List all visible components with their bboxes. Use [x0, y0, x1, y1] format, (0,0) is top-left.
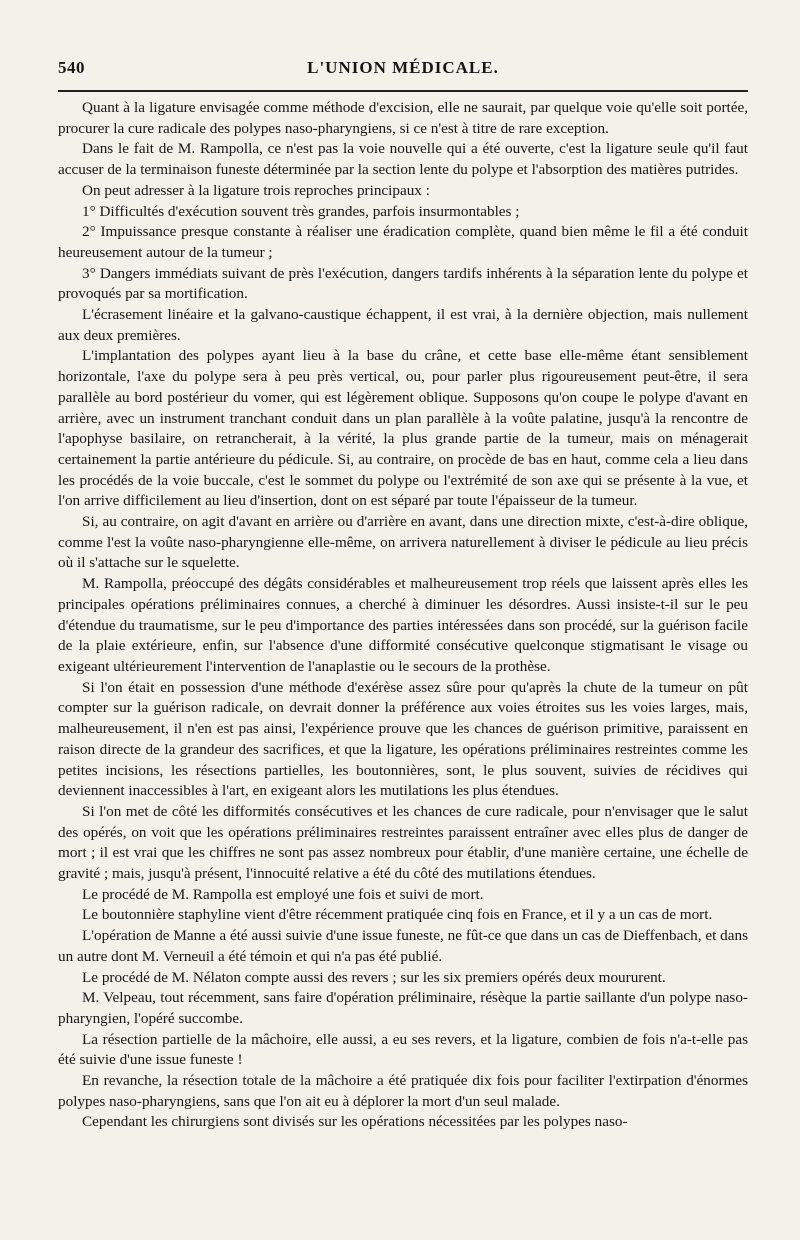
paragraph: La résection partielle de la mâchoire, elle aussi, a eu ses revers, et la ligature, combien de fois n'a-t-elle pas été suivie d'une issue funeste ! — [58, 1030, 748, 1069]
paragraph: 3° Dangers immédiats suivant de près l'exécution, dangers tardifs inhérents à la séparation lente du polype et provoqués par sa mortification. — [58, 264, 748, 303]
paragraph: M. Velpeau, tout récemment, sans faire d'opération préliminaire, résèque la partie saillante d'un polype naso-pharyngien, l'opéré succombe. — [58, 989, 748, 1027]
paragraph: Quant à la ligature envisagée comme méthode d'excision, elle ne saurait, par quelque voie qu'elle soit portée, procurer la cure radicale des polypes naso-pharyngiens, si ce n'est à titre de rare exception. — [58, 99, 748, 137]
paragraph: Le boutonnière staphyline vient d'être récemment pratiquée cinq fois en France, et il y a un cas de mort. — [82, 906, 713, 924]
paragraph: L'écrasement linéaire et la galvano-caustique échappent, il est vrai, à la dernière objection, mais nullement aux deux premières. — [58, 306, 748, 344]
paragraph: En revanche, la résection totale de la mâchoire a été pratiquée dix fois pour faciliter l'extirpation d'énormes polypes naso-pharyngiens, sans que l'on ait eu à déplorer la mort d'un seul malade. — [58, 1072, 748, 1110]
page-number: 540 — [58, 58, 85, 77]
paragraph: Le procédé de M. Nélaton compte aussi des revers ; sur les six premiers opérés deux moururent. — [82, 968, 666, 986]
paragraph: Le procédé de M. Rampolla est employé une fois et suivi de mort. — [82, 885, 484, 903]
page-header — [58, 58, 748, 82]
paragraph: L'opération de Manne a été aussi suivie d'une issue funeste, ne fût-ce que dans un cas de Dieffenbach, et dans un autre dont M. Verneuil a été témoin et qui n'a pas été publié. — [58, 927, 748, 965]
paragraph: On peut adresser à la ligature trois reproches principaux : — [82, 181, 430, 199]
article-body — [58, 98, 748, 1133]
paragraph: Si, au contraire, on agit d'avant en arrière ou d'arrière en avant, dans une direction mixte, c'est-à-dire oblique, comme l'est la voûte naso-pharyngienne elle-même, on arrivera naturellement à diviser le pédicule au lieu précis où il s'attache sur le squelette. — [58, 513, 748, 572]
paragraph: Si l'on met de côté les difformités consécutives et les chances de cure radicale, pour n'envisager que le salut des opérés, on voit que les opérations préliminaires restreintes paraissent entraîner avec elles plus de danger de mort ; il est vrai que les chiffres ne sont pas assez nombreux pour établir, d'une manière certaine, une échelle de gravité ; mais, jusqu'à présent, l'innocuité relative a été du côté des mutilations étendues. — [58, 802, 748, 883]
paragraph: Si l'on était en possession d'une méthode d'exérèse assez sûre pour qu'après la chute de la tumeur on pût compter sur la guérison radicale, on devrait donner la préférence aux voies étroites sus les voies larges, mais, malheureusement, il n'en est pas ainsi, l'expérience prouve que les chances de guérison primitive, paraissent en raison directe de la grandeur des sacrifices, et que la ligature, les opérations préliminaires restreintes comme les petites incisions, les résections partielles, les boutonnières, sont, le plus souvent, suivies de récidives qui deviennent inaccessibles à l'art, en exigeant alors les mutilations les plus étendues. — [58, 678, 748, 800]
paragraph: 2° Impuissance presque constante à réaliser une éradication complète, quand bien même le fil a été conduit heureusement autour de la tumeur ; — [58, 223, 748, 261]
paragraph: 1° Difficultés d'exécution souvent très grandes, parfois insurmontables ; — [82, 202, 520, 220]
paragraph: M. Rampolla, préoccupé des dégâts considérables et malheureusement trop réels que laissent après elles les principales opérations préliminaires connues, a cherché à diminuer les désordres. Aussi insiste-t-il sur le peu d'étendue du traumatisme, sur le peu d'importance des parties intéressées dans son procédé, sur la guérison facile de la plaie extérieure, enfin, sur l'absence d'une difformité consécutive quelconque stigmatisant le visage ou exigeant ultérieurement l'intervention de l'anaplastie ou le secours de la prothèse. — [58, 575, 748, 675]
paragraph: Cependant les chirurgiens sont divisés sur les opérations nécessitées par les polypes naso- — [82, 1113, 628, 1131]
paragraph: Dans le fait de M. Rampolla, ce n'est pas la voie nouvelle qui a été ouverte, c'est la ligature seule qu'il faut accuser de la terminaison funeste déterminée par la section lente du polype et l'absorption des matières putrides. — [58, 140, 748, 179]
header-rule — [58, 90, 748, 92]
running-title: L'UNION MÉDICALE. — [307, 58, 499, 77]
paragraph: L'implantation des polypes ayant lieu à la base du crâne, et cette base elle-même étant sensiblement horizontale, l'axe du polype sera à peu près vertical, ou, pour parler plus rigoureusement peut-être, il sera parallèle au bord postérieur du vomer, qui est légèrement oblique. Supposons qu'on coupe le polype d'avant en arrière, avec un instrument tranchant conduit dans un plan parallèle à la voûte palatine, jusqu'à la rencontre de l'apophyse basilaire, on retrancherait, à la vérité, la plus grande partie de la tumeur, mais on ménagerait certainement la partie antérieure du pédicule. Si, au contraire, on procède de bas en haut, comme cela a lieu dans les procédés de la voie buccale, c'est le sommet du polype ou l'extrémité de son axe qui se présente à la vue, et l'on arrive difficilement au lieu d'insertion, dont on est séparé par toute l'épaisseur de la tumeur. — [58, 347, 748, 510]
